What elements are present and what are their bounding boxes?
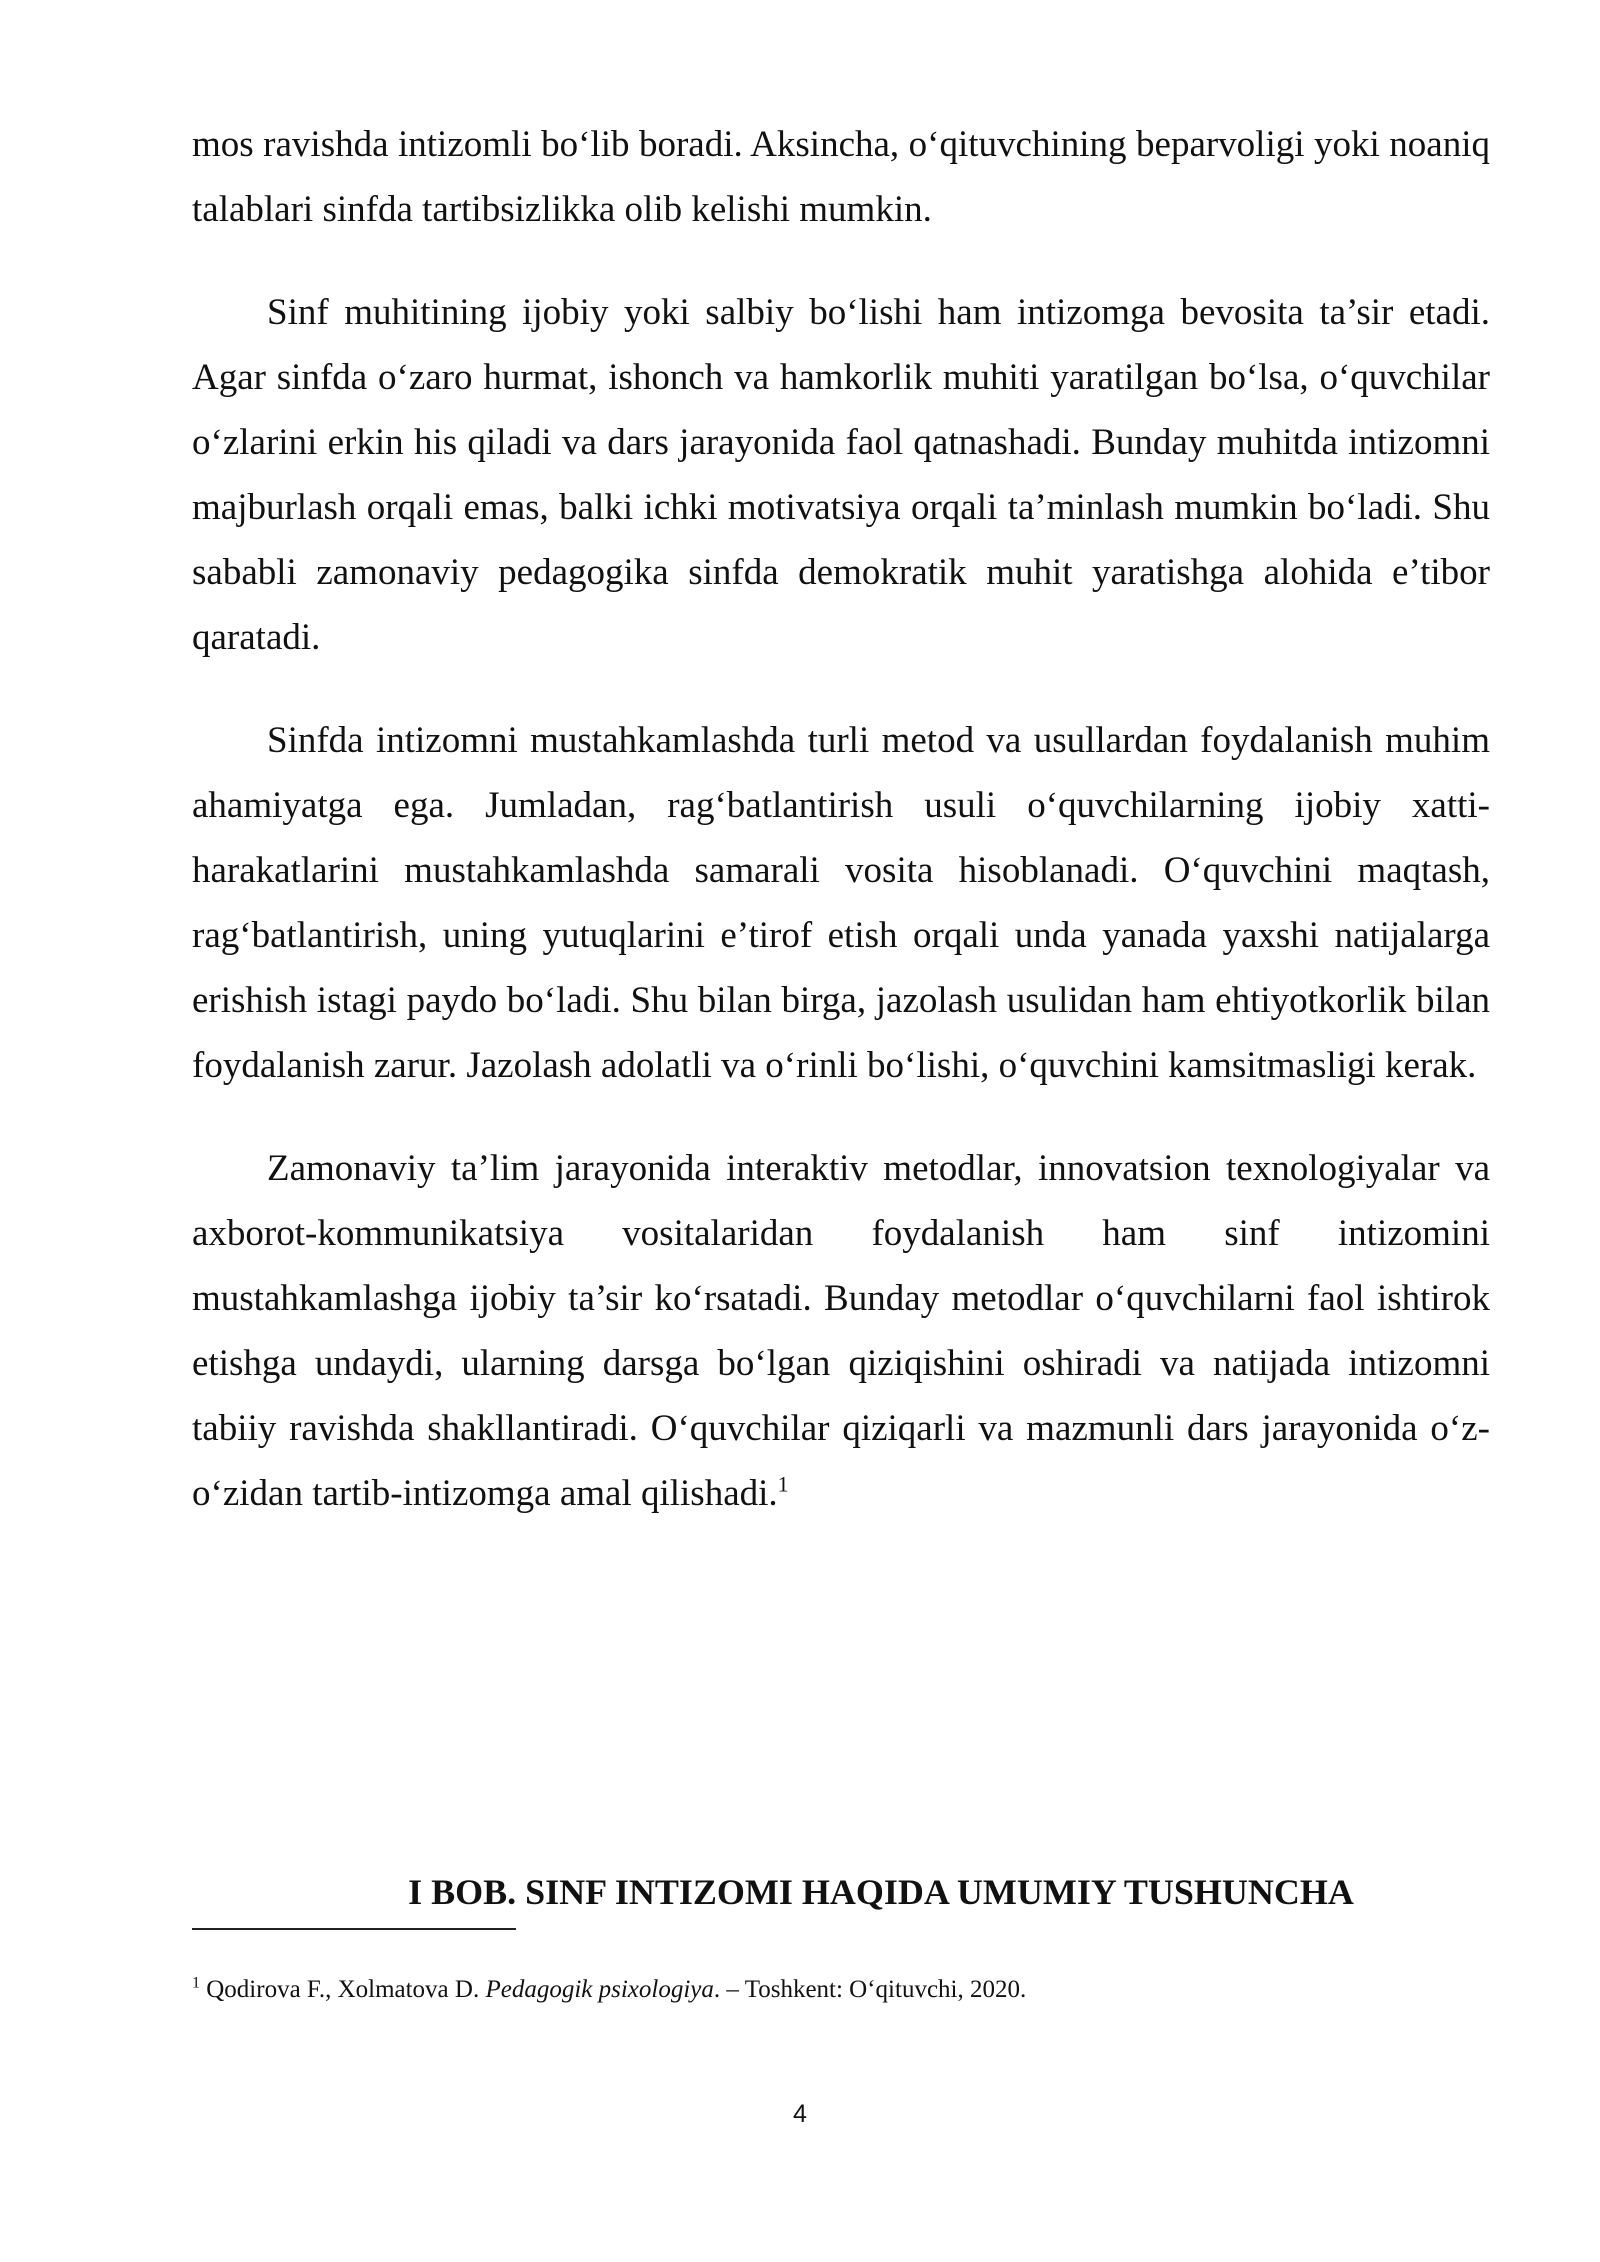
paragraph-text: Zamonaviy ta’lim jarayonida interaktiv metodlar, innovatsion texnologiyalar va axborot-kommunikatsiya vositalaridan foydalanish ham sinf intizomini mustahkamlashga ijobiy ta’sir ko‘rsatadi. Bunday metodlar o‘quvchilarni faol ishtirok etishga undaydi, ularning darsga bo‘lgan qiziqishini oshiradi va natijada intizomni tabiiy ravishda shakllantiradi. O‘quvchilar qiziqarli va mazmunli dars jarayonida o‘z-o‘zidan tartib-intizomga amal qilishadi. <box>192 1148 1490 1514</box>
footnote <box>192 1972 1490 2008</box>
paragraph: mos ravishda intizomli bo‘lib boradi. Aksincha, o‘qituvchining beparvoligi yoki noaniq talablari sinfda tartibsizlikka olib kelishi mumkin. <box>192 124 1490 230</box>
footnote-number: 1 <box>192 1974 200 1992</box>
paragraph: Sinfda intizomni mustahkamlashda turli metod va usullardan foydalanish muhim ahamiyatga ega. Jumladan, rag‘batlantirish usuli o‘quvchilarning ijobiy xatti-harakatlarini mustahkamlashda samarali vosita hisoblanadi. O‘quvchini maqtash, rag‘batlantirish, uning yutuqlarini e’tirof etish orqali unda yanada yaxshi natijalarga erishish istagi paydo bo‘ladi. Shu bilan birga, jazolash usulidan ham ehtiyotkorlik bilan foydalanish zarur. Jazolash adolatli va o‘rinli bo‘lishi, o‘quvchini kamsitmasligi kerak. <box>192 720 1490 1086</box>
chapter-heading: I BOB. SINF INTIZOMI HAQIDA UMUMIY TUSHUNCHA <box>408 1872 1354 1912</box>
page-number: 4 <box>793 2100 807 2128</box>
footnote-separator <box>192 1928 516 1930</box>
footnote-reference[interactable]: 1 <box>777 1471 789 1497</box>
paragraph: Sinf muhitining ijobiy yoki salbiy bo‘lishi ham intizomga bevosita ta’sir etadi. Agar sinfda o‘zaro hurmat, ishonch va hamkorlik muhiti yaratilgan bo‘lsa, o‘quvchilar o‘zlarini erkin his qiladi va dars jarayonida faol qatnashadi. Bunday muhitda intizomni majburlash orqali emas, balki ichki motivatsiya orqali ta’minlash mumkin bo‘ladi. Shu sababli zamonaviy pedagogika sinfda demokratik muhit yaratishga alohida e’tibor qaratadi. <box>192 292 1490 658</box>
body-text <box>192 112 1490 1564</box>
footnote-title: Pedagogik psixologiya <box>485 1976 714 2003</box>
footnote-publisher: . – Toshkent: O‘qituvchi, 2020. <box>713 1976 1027 2003</box>
paragraph <box>192 1136 1490 1526</box>
footnote-authors: Qodirova F., Xolmatova D. <box>206 1976 480 2003</box>
